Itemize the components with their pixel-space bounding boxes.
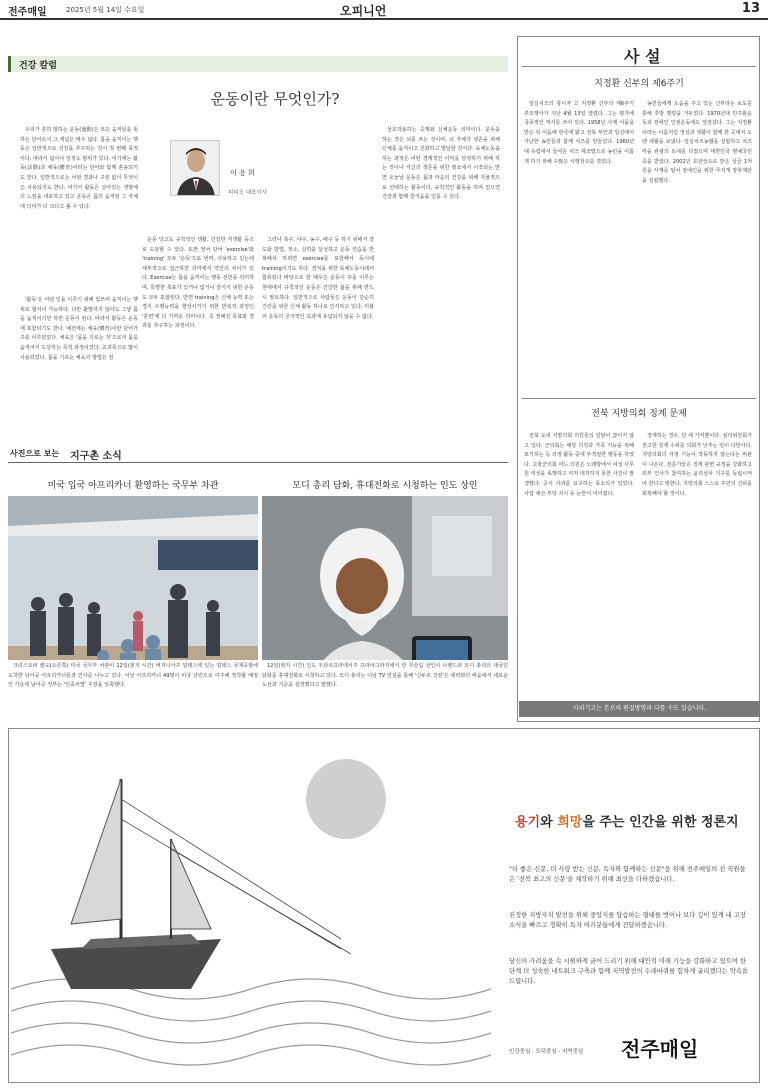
- issue-date: 2025년 5월 14일 수요일: [66, 6, 145, 14]
- editorial-title-1: 지정환 신부의 제6주기: [594, 79, 684, 89]
- editorial-disclaimer: 사외기고는 본보의 편집방향과 다를 수도 있습니다.: [519, 701, 760, 717]
- ad-headline: [515, 811, 739, 830]
- story1-title: 미국 입국 아프리카너 환영하는 국무부 차관: [47, 481, 219, 491]
- paper-name: 전주매일: [8, 7, 47, 18]
- ad-body-1: "더 좋은 신문, 더 사랑 받는 신문, 독자와 함께하는 신문"을 위해 전주매일의 전 직원들은 '전북 최고의 신문'을 제작하기 위해 최선을 다하겠습니다.: [509, 866, 746, 883]
- column-topic-bar: [8, 56, 508, 72]
- banner-main: 지구촌 소식: [70, 451, 122, 462]
- ad-body-2: 진정한 지방자치 발전을 위해 중앙지를 답습하는 형태를 벗어나 보다 깊이 있게 내 고장 소식을 빠르고 정확히 독자 여러분들에게 전달하겠습니다.: [509, 912, 746, 929]
- house-ad: [8, 728, 760, 1083]
- editorial-text-1a: 임실치즈의 창시자 고 지정환 신부의 제6주기 추모행사가 지난 4월 13일 열렸다. 그는 평가에 국종적인 역사를 쓰여 있다. 1958년 사제 서품을 받은 뒤 이듬해 한국에 왔고 전북 부안과 임실에서 가난한 농민들과 함께 치즈를 만들었다. 1960년대 유럽에서 들여온 치즈 제조법으로 농민을 이롭게 하기 위해 수많은 시행착오를 겪었다.: [524, 101, 634, 165]
- column-topic: 건강 칼럼: [19, 61, 57, 71]
- sailing-ship-illustration-icon: [11, 739, 511, 1079]
- column-text-d: 그러나 축구, 야구, 농구, 배구 등 하기 위해서 강도와 방법, 정소, 실력을 달성하고 운동 연습을 반복해서 하려면 exercise를 포함해서 동시에 training이기도 하다. 경직을 위한 목체노동이래서 합류된다 바탕으로 한 배우든 운동이 주를 이루는 현대에서 규칙적인 운동은 건강한 삶을 위해 반드시 필요하다. 일반적으로 사람들은 운동이 단순히 건강을 위한 신체 활동 하나로 인식하고 있다. 미불어 운동의 궁극적인 효과에 유념되지 않을 수 없다.: [262, 237, 374, 320]
- column-text-a: 우리가 흔히 말하는 운동(運動)은 모든 움직임을 뜻하는 단어로서 그 개념은 매우 넓다. 몸을 움직이는 행동은 일반적으로 건강을 추구하는 것이 첫 번째 목적이다. 따라서 넓이나 일정도 범위가 있다. 여기에는 활동(活動)과 체육(體育)이라는 단어와 함께 혼용되기도 한다. 일반적으로는 어떤 결과나 구분 없이 무엇이든 사용되기도 한다. 여기서 활동은 살아있는 생명체의 느낌을 내포하고 있고 운동은 몸의 움직임 그 자체에 의미가 더 크다고 볼 수 있다.: [20, 127, 138, 210]
- page-header: [0, 0, 768, 20]
- author-portrait-icon: [171, 141, 220, 196]
- caption-gap: [8, 718, 258, 728]
- editorial-divider: [522, 66, 756, 67]
- ad-body-3: 당신의 가려움을 속 시원하게 긁어 드리기 위해 대안적 미래 기능을 강화하고 있으며 한 단계 더 성숙한 네트워크 구축과 함께 지역발전의 수레바퀴를 힘차게 굴리겠다는 약속을 드립니다.: [509, 958, 748, 985]
- ad-headline-hope: 희망: [557, 815, 583, 830]
- banner-prefix: 사진으로 보는: [10, 449, 60, 458]
- section-title: 오피니언: [340, 4, 387, 18]
- column-text-b: '활동'은 어떤 일을 이루기 위해 힘쓰며 움직이는 행위로 협서이 가능하다. 다만 활발하지 않아도 그냥 몸을 움직이기만 하면 운동이 된다. 따라서 활동은 운동에 포함되기도 한다. 예전에는 체육(體育)이란 단어가 주를 이루었었다. 체육은 '몸을 기르는 것'으로서 몸을 움직여서 도달하는 목적 과정이었다. 교과목으로 많이 사용되었다. 몸을 기르는 체육의 방법은 전: [20, 297, 138, 361]
- story1-caption: 크리스토퍼 랜도(오른쪽) 미국 국무부 차관이 12일(현지 시간) 버지니아주 덜레스에 있는 덜레스 국제공항에 도착한 남아공 아프리카너들과 인사를 나누고 있다. 이날 아프리카너 49명이 미국 난민으로 이주해 정착할 예정인 가운데 남아공 정부는 '인종차별' 주장을 일축했다.: [8, 660, 258, 714]
- column-text-c: 운동 당고도 규칙적인 생활, 건강한 식생활 등으로 도달할 수 있다. 또한 영어 단어 'exercise'와 'training' 모두 '운동'으로 번역, 사용하고 있는데 세부적으로 접근하면 의미에서 약간의 차이가 있다. Exercise는 몸을 움직이는 행동 전반을 의미하며, 특별한 목표가 있거나 없거나 즐기기 위한 운동도 모두 포함된다. 반면 training은 신체 능력 또는 경기 수행능력을 향상시키기 위한 반복적 과정인 '훈련'에 더 가까운 의미이다. 즉 정해진 목표와 결과를 추구하는 과정이다.: [142, 237, 254, 330]
- editorial-title-2: 전북 지방의회 징계 문제: [591, 409, 687, 419]
- editorial-label: 사 설: [624, 47, 661, 66]
- story2-title: 모디 총리 담화, 휴대전화로 시청하는 인도 상인: [292, 481, 478, 491]
- editorial-text-2b: 징계하는 경우, 단 세 가지뿐이다. 심의위원회가 권고한 징계 수위를 의회가 낮추는 일이 다반사다. 지방의회의 자정 기능이 작동하지 않는다는 비판이 나온다. 전문가들은 징계 관련 규정을 강화하고 외부 인사가 참여하는 윤리심사 기구를 독립시켜야 한다고 말한다. 지방의회 스스로 주민의 신뢰를 회복해야 할 것이다.: [642, 433, 752, 497]
- ad-slogan: 인간중심 · 도덕중심 · 지역중심: [509, 1049, 584, 1055]
- page-number: 13: [741, 1, 760, 16]
- editorial-text-1b: 농민들에게 도움을 주고 있는 신부라는 보도를 통해 추방 명령을 거두었다. 1970년대 민주화운동과 장애인 인권운동에도 앞장섰다. 그는 지정환이라는 이름처럼 정성과 생활이 함께 한 곳에서 오랜 세월을 보냈다. 임실치즈농협을 설립하고 치즈마을 관광의 토대를 다졌으며 대한민국 명예국민증을 받았다. 2002년 호암상으로 받은 상금 1억 원을 사재를 털어 장애인을 위한 무지개 장학재단을 설립했다.: [642, 101, 752, 184]
- global-news-banner: [8, 446, 508, 463]
- editorial-divider-2: [522, 398, 756, 399]
- column-title: 운동이란 무엇인가?: [210, 90, 340, 108]
- author-title: 피티모 대표이사: [228, 190, 267, 196]
- column-text-e: 상호작용하는 중재와 신체운동 의미이다. 운동을 하는 것은 뇌를 쓰는 것이며, 뇌 자체가 생존을 위해 신체를 움직이고 진화하고 발달한 것이다. 육체노동을 하는 과정은 어떤 경제적인 이익을 달성하기 위해 하는 것이나 자신의 생존을 위한 필요에서 시작되는 반면 오늘날 운동은 몸과 마음의 건강을 위해 자율적으로 선택하는 활동이다. 규칙적인 활동을 하며 얻으면 건강과 함께 즐거움을 얻을 수 있다.: [382, 127, 500, 201]
- author-name: 이 응 희: [230, 169, 255, 177]
- ad-brand: 전주매일: [621, 1037, 699, 1061]
- ad-headline-and: 와: [540, 815, 558, 830]
- ad-headline-courage: 용기: [515, 815, 541, 830]
- ad-headline-rest: 을 주는 인간을 위한 정론지: [582, 815, 739, 830]
- author-photo: [170, 140, 220, 196]
- story2-caption: 12일(현지 시간) 인도 우타르프라데시주 프라야그라지에서 한 무슬림 상인이 나렌드라 모디 총리의 대국민 담화를 휴대전화로 시청하고 있다. 모디 총리는 이날 TV 연설을 통해 '신두르 작전'은 테러와의 싸움에서 새로운 노선과 기준을 설정했다고 말했다.: [262, 660, 508, 714]
- editorial-text-2a: 전북 도내 지방의회 의원들의 일탈이 끊이지 않고 있다. 군의회는 해당 의원과 가족 기능을 위해 포기하는 등 의정 활동 중에 부적절한 행동을 하였다. 고창군의회 어느 의원은 노래방에서 여성 사무원 여성을 폭행하고 미처 대처하지 못한 사건이 발생했다. 공식 사과를 요구하는 목소리가 있었다. 사업 예산 부당 지시 등 논란이 이어졌다.: [524, 433, 634, 497]
